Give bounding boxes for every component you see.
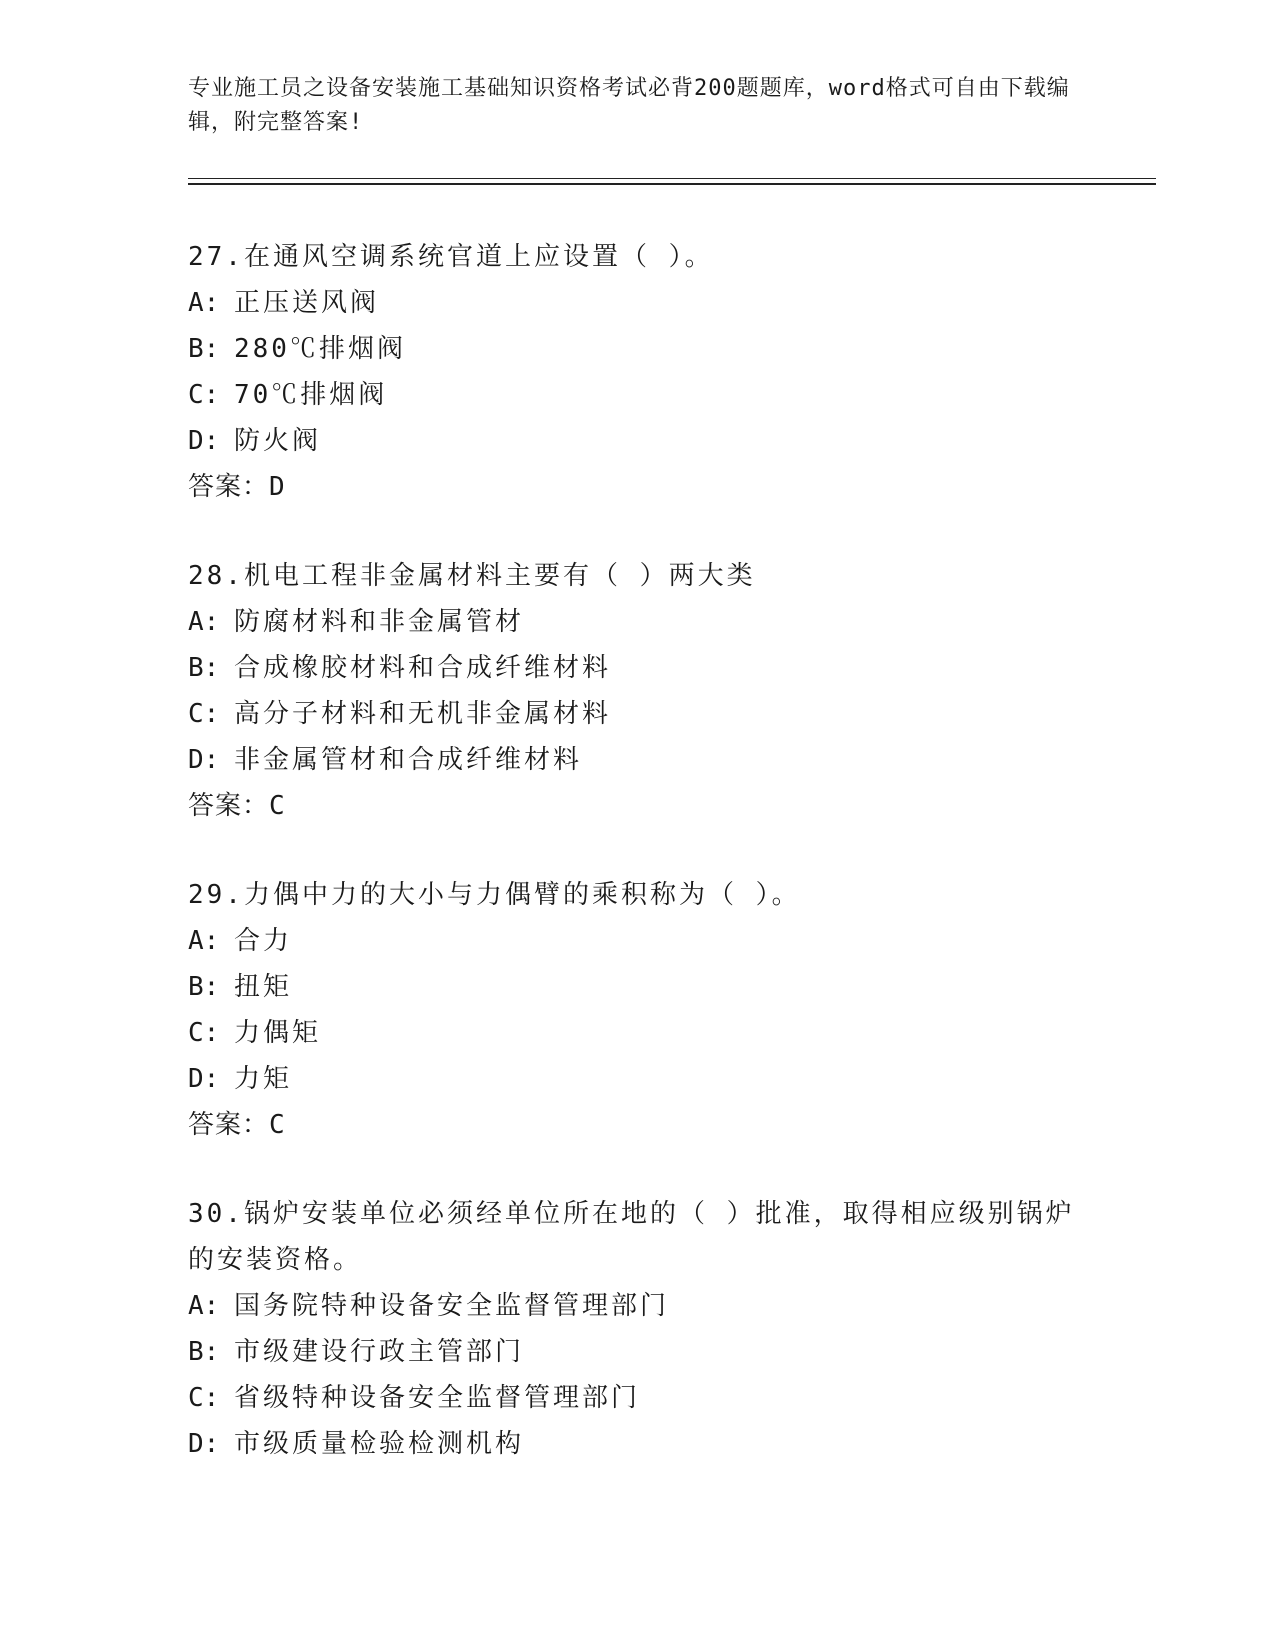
option-text: 国务院特种设备安全监督管理部门 [234, 1291, 670, 1321]
option-letter: A: [188, 288, 220, 318]
option-a [188, 1283, 1088, 1329]
option-letter: B: [188, 972, 220, 1002]
option-d [188, 1421, 1088, 1467]
question-stem: 30.锅炉安装单位必须经单位所在地的（ ）批准，取得相应级别锅炉的安装资格。 [188, 1199, 1075, 1275]
option-c [188, 1375, 1088, 1421]
answer-line: 答案：C [188, 1110, 286, 1140]
option-letter: C: [188, 380, 220, 410]
option-a [188, 599, 1088, 645]
question-29 [188, 872, 1088, 1148]
option-b [188, 645, 1088, 691]
option-letter: B: [188, 334, 220, 364]
option-text: 扭矩 [234, 972, 293, 1002]
option-letter: D: [188, 426, 220, 456]
option-text: 280℃排烟阀 [234, 334, 406, 364]
question-28 [188, 553, 1088, 829]
option-a [188, 280, 1088, 326]
option-letter: B: [188, 653, 220, 683]
option-letter: D: [188, 745, 220, 775]
question-stem: 27.在通风空调系统官道上应设置（ ）。 [188, 242, 714, 272]
option-text: 力矩 [234, 1064, 293, 1094]
option-text: 合成橡胶材料和合成纤维材料 [234, 653, 612, 683]
option-text: 市级建设行政主管部门 [234, 1337, 525, 1367]
question-30 [188, 1191, 1088, 1467]
option-text: 防火阀 [234, 426, 322, 456]
answer-line: 答案：C [188, 791, 286, 821]
option-text: 防腐材料和非金属管材 [234, 607, 525, 637]
option-text: 合力 [234, 926, 293, 956]
option-text: 正压送风阀 [234, 288, 380, 318]
option-a [188, 918, 1088, 964]
question-stem: 28.机电工程非金属材料主要有（ ）两大类 [188, 561, 756, 591]
option-letter: A: [188, 607, 220, 637]
option-letter: D: [188, 1429, 220, 1459]
option-letter: C: [188, 699, 220, 729]
question-list [188, 234, 1088, 1510]
question-stem: 29.力偶中力的大小与力偶臂的乘积称为（ ）。 [188, 880, 801, 910]
header-divider-thick [188, 183, 1156, 185]
option-text: 省级特种设备安全监督管理部门 [234, 1383, 641, 1413]
option-letter: C: [188, 1383, 220, 1413]
option-d [188, 418, 1088, 464]
option-letter: D: [188, 1064, 220, 1094]
option-letter: B: [188, 1337, 220, 1367]
option-text: 高分子材料和无机非金属材料 [234, 699, 612, 729]
option-c [188, 1010, 1088, 1056]
option-c [188, 372, 1088, 418]
option-text: 非金属管材和合成纤维材料 [234, 745, 583, 775]
option-text: 70℃排烟阀 [234, 380, 388, 410]
option-b [188, 1329, 1088, 1375]
option-letter: A: [188, 926, 220, 956]
option-letter: A: [188, 1291, 220, 1321]
option-d [188, 737, 1088, 783]
option-d [188, 1056, 1088, 1102]
option-c [188, 691, 1088, 737]
option-b [188, 326, 1088, 372]
option-letter: C: [188, 1018, 220, 1048]
answer-line: 答案：D [188, 472, 286, 502]
option-b [188, 964, 1088, 1010]
option-text: 市级质量检验检测机构 [234, 1429, 525, 1459]
header-divider-thin [188, 178, 1156, 179]
question-27 [188, 234, 1088, 510]
document-header: 专业施工员之设备安装施工基础知识资格考试必背200题题库，word格式可自由下载编辑，附完整答案! [188, 76, 1070, 135]
option-text: 力偶矩 [234, 1018, 322, 1048]
